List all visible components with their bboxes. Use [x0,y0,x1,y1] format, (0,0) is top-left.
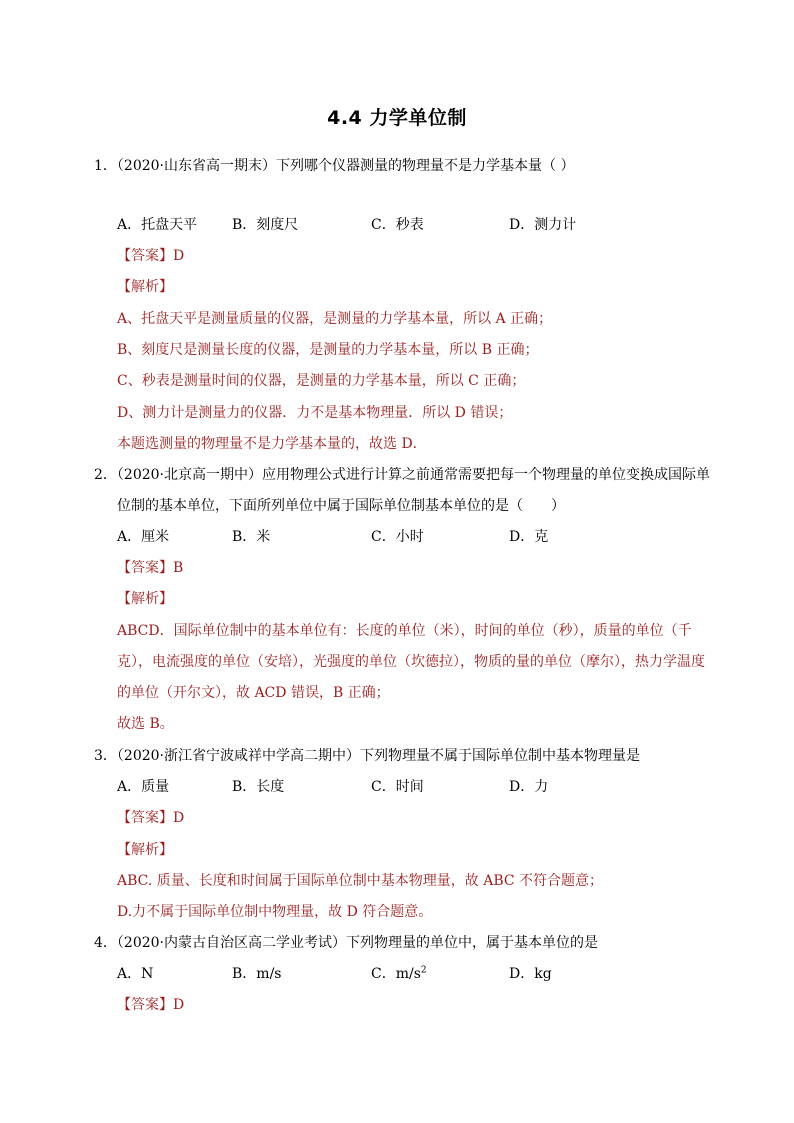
question-number: 4． [94,935,117,951]
answer-line [117,558,183,578]
analysis-line: A、托盘天平是测量质量的仪器，是测量的力学基本量，所以 A 正确； [117,311,553,327]
option-d: D．力 [509,779,549,795]
question-text: 应用物理公式进行计算之前通常需要把每一个物理量的单位变换成国际单 [262,467,711,483]
question-1-stem [94,156,574,176]
question-number: 3． [94,748,117,764]
option-c-text: C．m/s [371,966,421,982]
question-number: 1． [94,158,117,174]
option-b: B．米 [232,529,271,545]
option-c: C．小时 [371,529,424,545]
question-4-stem [94,933,598,953]
answer-label: 【答案】 [117,560,173,576]
analysis-label: 【解析】 [117,842,173,858]
answer-line [117,246,184,266]
option-b: B．长度 [232,779,285,795]
answer-line [117,808,184,828]
analysis-line: ABCD．国际单位制中的基本单位有：长度的单位（米），时间的单位（秒），质量的单位（千 [117,623,692,639]
analysis-conclusion: 故选 B。 [117,716,174,732]
analysis-conclusion: 本题选测量的物理量不是力学基本量的，故选 D． [117,436,427,452]
question-source: （2020·北京高一期中） [116,467,263,483]
answer-label: 【答案】 [117,997,173,1013]
question-source: （2020·浙江省宁波咸祥中学高二期中） [116,748,361,764]
option-b: B．刻度尺 [232,217,299,233]
analysis-line: D、测力计是测量力的仪器．力不是基本物理量．所以 D 错误； [117,405,513,421]
analysis-label: 【解析】 [117,591,173,607]
option-d: D．克 [509,529,549,545]
analysis-line: ABC. 质量、长度和时间属于国际单位制中基本物理量，故 ABC 不符合题意； [117,873,604,889]
answer-value: B [173,560,184,576]
analysis-line: B、刻度尺是测量长度的仪器，是测量的力学基本量，所以 B 正确； [117,342,539,358]
option-d: D．测力计 [509,217,577,233]
question-3-stem [94,746,640,766]
option-c: C．时间 [371,779,424,795]
question-text-continued: 位制的基本单位，下面所列单位中属于国际单位制基本单位的是（ ） [117,498,565,514]
analysis-line: C、秒表是测量时间的仪器，是测量的力学基本量，所以 C 正确； [117,373,526,389]
option-b: B．m/s [232,966,282,982]
option-d: D．kg [509,966,552,982]
option-c-superscript: 2 [420,965,427,976]
question-2-stem [94,465,710,485]
answer-value: D [173,248,185,264]
analysis-label: 【解析】 [117,279,173,295]
question-text: 下列物理量不属于国际单位制中基本物理量是 [360,748,641,764]
answer-line [117,995,184,1015]
option-a: A．厘米 [117,529,170,545]
answer-label: 【答案】 [117,810,173,826]
analysis-line: 克），电流强度的单位（安培），光强度的单位（坎德拉），物质的量的单位（摩尔），热力学温度 [117,654,705,670]
option-c: C．秒表 [371,217,424,233]
option-a: A．托盘天平 [117,217,198,233]
analysis-line: D.力不属于国际单位制中物理量，故 D 符合题意。 [117,904,433,920]
option-c [371,964,427,984]
question-text: 下列物理量的单位中，属于基本单位的是 [346,935,599,951]
answer-value: D [173,810,185,826]
answer-label: 【答案】 [117,248,173,264]
answer-value: D [173,997,185,1013]
page-title: 4.4 力学单位制 [327,107,467,129]
option-a: A．N [117,966,154,982]
option-a: A．质量 [117,779,170,795]
question-source: （2020·山东省高一期末） [116,158,277,174]
question-number: 2． [94,467,117,483]
question-text: 下列哪个仪器测量的物理量不是力学基本量（ ） [276,158,575,174]
analysis-line: 的单位（开尔文），故 ACD 错误，B 正确； [117,685,390,701]
question-source: （2020·内蒙古自治区高二学业考试） [116,935,347,951]
